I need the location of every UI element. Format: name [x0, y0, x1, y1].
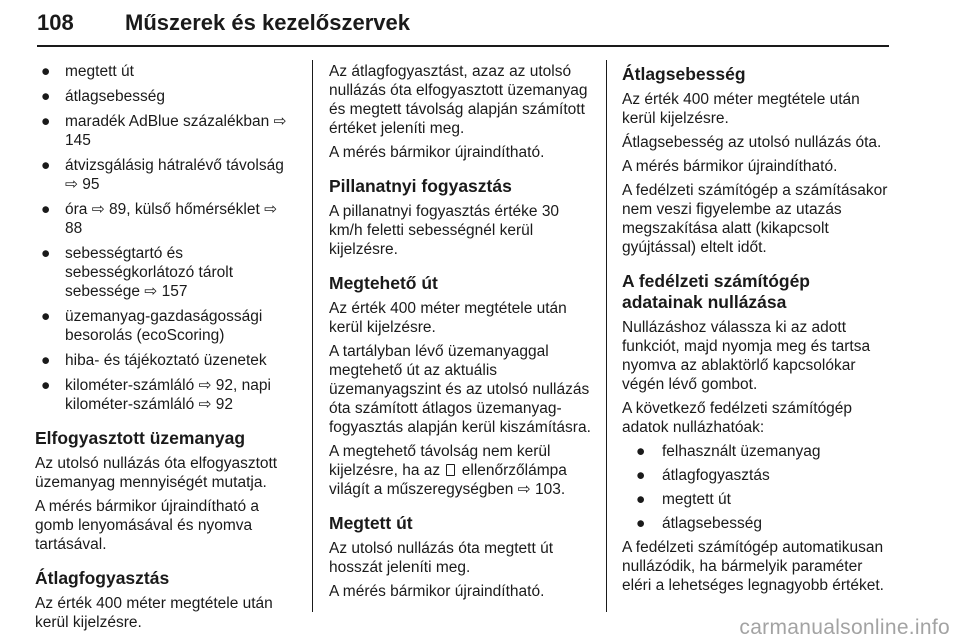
watermark: carmanualsonline.info — [739, 616, 950, 639]
paragraph: A következő fedélzeti számítógép adatok nullázhatóak: — [622, 400, 853, 436]
fuel-pump-icon — [446, 464, 455, 476]
paragraph: Átlagsebesség az utolsó nullázás óta. — [622, 134, 882, 151]
section-heading: Megtett út — [329, 513, 413, 533]
list-item: ● sebességtartó és sebességkorlátozó tárolt sebessége ⇨ 157 — [41, 245, 234, 300]
list-item: ● átvizsgálásig hátralévő távolság ⇨ 95 — [41, 157, 284, 193]
section-heading: A fedélzeti számítógép adatainak nullázása — [622, 271, 810, 312]
column-left — [35, 62, 298, 637]
section-heading: Megtehető út — [329, 273, 438, 293]
list-item: ● maradék AdBlue százalékban ⇨ 145 — [41, 113, 287, 149]
list-item: ● üzemanyag-gazdaságossági besorolás (ecoScoring) — [41, 308, 263, 344]
paragraph: Az utolsó nullázás óta elfogyasztott üzemanyag mennyiségét mutatja. — [35, 455, 278, 491]
info-list — [35, 62, 298, 414]
paragraph: A fedélzeti számítógép automatikusan nullázódik, ha bármelyik paraméter eléri a lehetséges legnagyobb értéket. — [622, 539, 884, 594]
list-item: ● kilométer-számláló ⇨ 92, napi kilométer-számláló ⇨ 92 — [41, 377, 271, 413]
list-item: ● felhasznált üzemanyag — [636, 443, 821, 460]
paragraph: Nullázáshoz válassza ki az adott funkciót, majd nyomja meg és tartsa nyomva az ablaktörlő kapcsolókar végén lévő gombot. — [622, 319, 871, 393]
paragraph: A tartályban lévő üzemanyaggal megtehető út az aktuális üzemanyagszint és az utolsó nullázás óta számított átlagos üzemanyag-fogyasztás alapján kerül kiszámításra. — [329, 343, 591, 436]
paragraph: A fedélzeti számítógép a számításakor nem veszi figyelembe az utazás megszakítása alatt (kikapcsolt gyújtással) eltelt időt. — [622, 182, 888, 256]
header-rule — [37, 45, 889, 47]
column-divider — [312, 60, 313, 612]
list-item: ● átlagsebesség — [41, 88, 165, 105]
reset-list — [622, 442, 892, 533]
column-middle — [329, 62, 592, 606]
paragraph: Az átlagfogyasztást, azaz az utolsó nullázás óta elfogyasztott üzemanyag és megtett távolság alapján számított értéket jeleníti meg. — [329, 63, 588, 137]
list-item: ● megtett út — [636, 491, 731, 508]
paragraph: A megtehető távolság nem kerül kijelzésre, ha az ellenőrzőlámpa világít a műszeregységben ⇨ 103. — [329, 443, 567, 498]
section-heading: Pillanatnyi fogyasztás — [329, 176, 512, 196]
paragraph: Az érték 400 méter megtétele után kerül kijelzésre. — [35, 595, 273, 631]
list-item: ● hiba- és tájékoztató üzenetek — [41, 352, 267, 369]
column-right — [622, 62, 892, 600]
page-title: Műszerek és kezelőszervek — [125, 10, 410, 35]
list-item: ● óra ⇨ 89, külső hőmérséklet ⇨ 88 — [41, 201, 278, 237]
paragraph: Az érték 400 méter megtétele után kerül kijelzésre. — [622, 91, 860, 127]
section-heading: Átlagfogyasztás — [35, 568, 170, 588]
paragraph: A pillanatnyi fogyasztás értéke 30 km/h feletti sebességnél kerül kijelzésre. — [329, 203, 560, 258]
paragraph: Az érték 400 méter megtétele után kerül kijelzésre. — [329, 300, 567, 336]
paragraph: A mérés bármikor újraindítható a gomb lenyomásával és nyomva tartásával. — [35, 498, 259, 553]
section-heading: Átlagsebesség — [622, 64, 746, 84]
paragraph: Az utolsó nullázás óta megtett út hosszát jeleníti meg. — [329, 540, 554, 576]
paragraph: A mérés bármikor újraindítható. — [622, 158, 838, 175]
list-item: ● megtett út — [41, 63, 134, 80]
page-number: 108 — [37, 10, 74, 35]
section-heading: Elfogyasztott üzemanyag — [35, 428, 246, 448]
list-item: ● átlagsebesség — [636, 515, 762, 532]
paragraph: A mérés bármikor újraindítható. — [329, 583, 545, 600]
page-header — [37, 0, 889, 46]
list-item: ● átlagfogyasztás — [636, 467, 770, 484]
column-divider — [606, 60, 607, 612]
paragraph: A mérés bármikor újraindítható. — [329, 144, 545, 161]
